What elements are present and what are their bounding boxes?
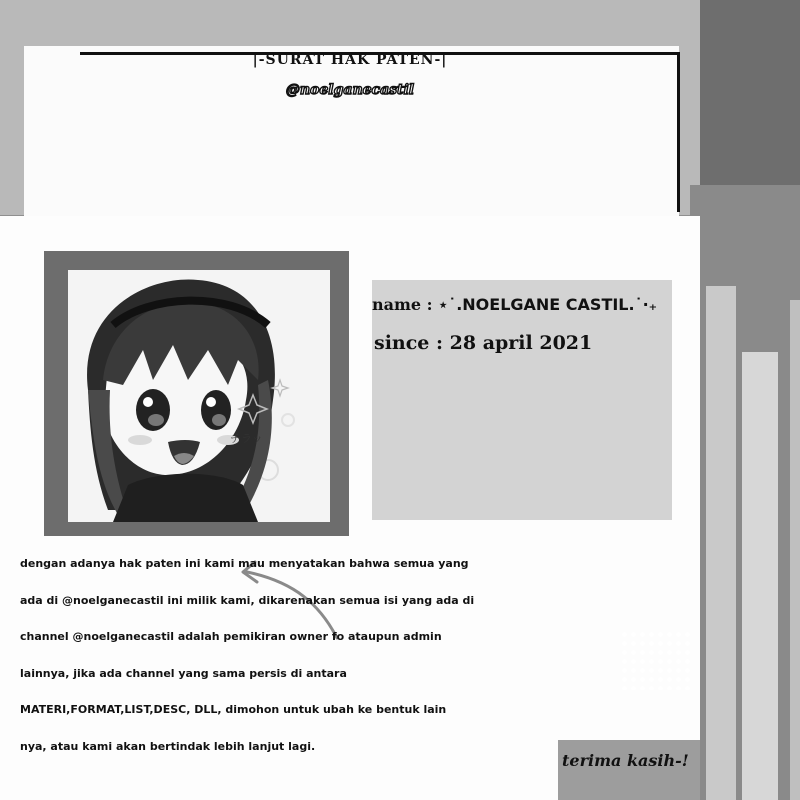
statement-body (20, 546, 700, 765)
anime-girl-illustration (68, 270, 330, 522)
statement-line: MATERI,FORMAT,LIST,DESC, DLL, dimohon untuk ubah ke bentuk lain (20, 703, 447, 716)
profile-photo (68, 270, 330, 522)
statement-line: lainnya, jika ada channel yang sama persis di antara (20, 666, 347, 680)
statement-line: nya, atau kami akan bertindak lebih lanjut lagi. (20, 739, 316, 753)
since-label: since : (374, 332, 444, 354)
statement-line: channel @noelganecastil adalah pemikiran owner fo ataupun admin (20, 630, 442, 643)
decor-line (677, 52, 680, 212)
decor-stripe (742, 352, 778, 800)
photo-caption: チラッ (230, 432, 263, 445)
statement-line: dengan adanya hak paten ini kami mau menyatakan bahwa semua yang (20, 557, 469, 570)
handle-subtitle: @noelganecastil (285, 82, 415, 98)
decor-stripe (790, 300, 800, 800)
since-value: 28 april 2021 (449, 332, 593, 354)
since-line (374, 332, 592, 354)
name-line (372, 295, 657, 314)
decor-stripe (706, 286, 736, 800)
name-label: name : (372, 295, 433, 314)
info-panel (372, 280, 672, 520)
closing-text: terima kasih-! (562, 751, 689, 770)
statement-line: ada di @noelganecastil ini milik kami, dikarenakan semua isi yang ada di (20, 593, 475, 607)
name-value: ⋆˙.NOELGANE CASTIL.˙·₊ (438, 295, 658, 314)
page-title: |-SURAT HAK PATEN-| (252, 52, 448, 68)
header-card (24, 46, 679, 226)
